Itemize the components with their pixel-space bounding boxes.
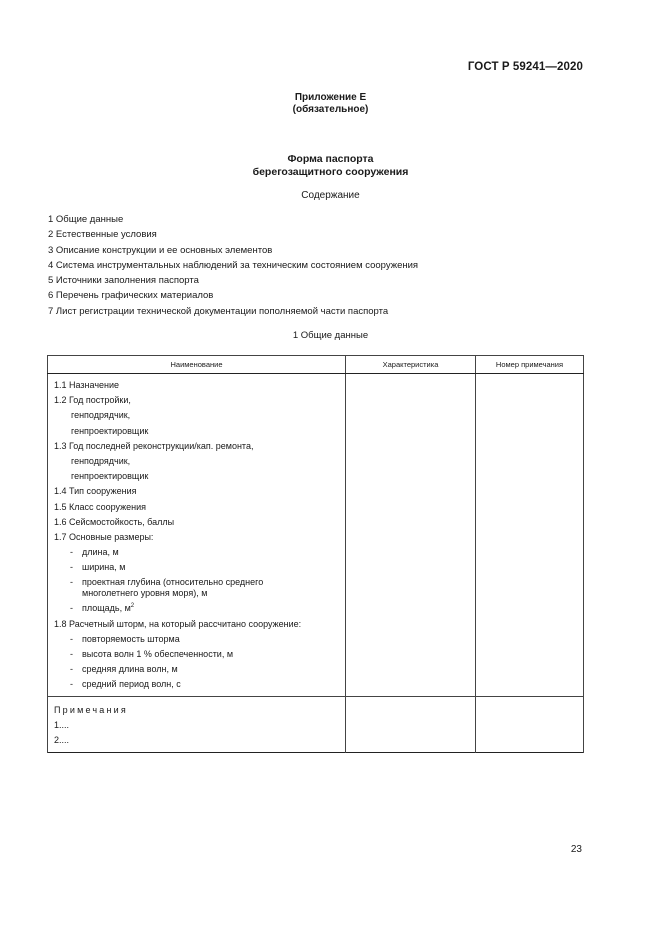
row-label: 1.3 Год последней реконструкции/кап. ремонта, [54, 440, 254, 451]
row-label: площадь, м [82, 603, 131, 614]
dash-item [54, 632, 345, 647]
characteristic-cell [346, 374, 476, 697]
notes-cell [48, 696, 346, 752]
name-cell [48, 374, 346, 697]
contents-item: 5 Источники заполнения паспорта [48, 275, 199, 287]
document-code: ГОСТ Р 59241—2020 [467, 61, 583, 73]
dash-marker: - [70, 577, 73, 588]
form-title-line-2: берегозащитного сооружения [252, 166, 409, 178]
dash-marker: - [70, 649, 73, 659]
annex-heading [0, 92, 661, 116]
superscript: 2 [130, 603, 135, 610]
contents-list [48, 212, 418, 319]
form-title-line-1: Форма паспорта [287, 153, 374, 165]
row-label: повторяемость шторма [82, 633, 180, 644]
notes-number-cell [476, 696, 584, 752]
note-number-cell [476, 374, 584, 697]
dash-marker: - [70, 664, 73, 675]
row-label: 1.7 Основные размеры: [54, 531, 154, 542]
column-header-name: Наименование [48, 356, 346, 374]
row-label: генподрядчик, [71, 410, 131, 421]
row-label: генподрядчик, [71, 455, 131, 466]
page-number: 23 [570, 844, 582, 855]
table-row [48, 374, 584, 697]
contents-item: 6 Перечень графических материалов [48, 290, 214, 302]
row-label: многолетнего уровня моря), м [82, 588, 208, 599]
dash-item [54, 545, 345, 560]
annex-status: (обязательное) [292, 104, 369, 115]
dash-item [54, 677, 345, 692]
contents-item: 1 Общие данные [48, 214, 124, 225]
dash-marker: - [70, 562, 73, 573]
column-header-note-number: Номер примечания [476, 356, 584, 374]
note-item: 2.... [54, 734, 70, 745]
notes-heading: Примечания [54, 704, 128, 715]
row-label: 1.2 Год постройки, [54, 395, 131, 406]
passport-table [47, 355, 584, 753]
row-label: 1.5 Класс сооружения [54, 501, 147, 512]
note-item: 1.... [54, 719, 70, 730]
dash-item [54, 575, 345, 601]
row-label: 1.1 Назначение [54, 380, 120, 390]
annex-title: Приложение Е [294, 92, 367, 103]
dash-marker: - [70, 679, 73, 690]
dash-item [54, 647, 345, 662]
dash-item [54, 560, 345, 575]
section-title: 1 Общие данные [292, 330, 369, 341]
contents-item: 4 Система инструментальных наблюдений за техническим состоянием сооружения [48, 259, 419, 271]
dash-marker: - [70, 603, 73, 614]
row-label: средняя длина волн, м [82, 664, 178, 675]
row-label: 1.6 Сейсмостойкость, баллы [54, 516, 175, 527]
row-label: ширина, м [82, 562, 126, 573]
row-label: генпроектировщик [71, 425, 149, 436]
dash-item [54, 601, 345, 616]
dash-marker: - [70, 633, 73, 644]
contents-item: 3 Описание конструкции и ее основных элементов [48, 244, 273, 256]
notes-row [48, 696, 584, 752]
notes-characteristic-cell [346, 696, 476, 752]
table-header-row [48, 356, 584, 374]
row-label: средний период волн, с [82, 679, 181, 690]
contents-item: 2 Естественные условия [48, 229, 157, 241]
row-label: длина, м [82, 547, 119, 558]
form-title [0, 153, 661, 179]
row-label: генпроектировщик [71, 471, 149, 482]
contents-item: 7 Лист регистрации технической документации пополняемой части паспорта [48, 305, 389, 317]
dash-marker: - [70, 547, 73, 558]
row-label: 1.4 Тип сооружения [54, 486, 137, 497]
dash-item [54, 662, 345, 677]
column-header-characteristic: Характеристика [346, 356, 476, 374]
contents-heading: Содержание [301, 190, 360, 201]
row-label: 1.8 Расчетный шторм, на который рассчитано сооружение: [54, 618, 302, 629]
row-label: высота волн 1 % обеспеченности, м [82, 649, 234, 659]
row-label: проектная глубина (относительно среднего [82, 577, 264, 588]
